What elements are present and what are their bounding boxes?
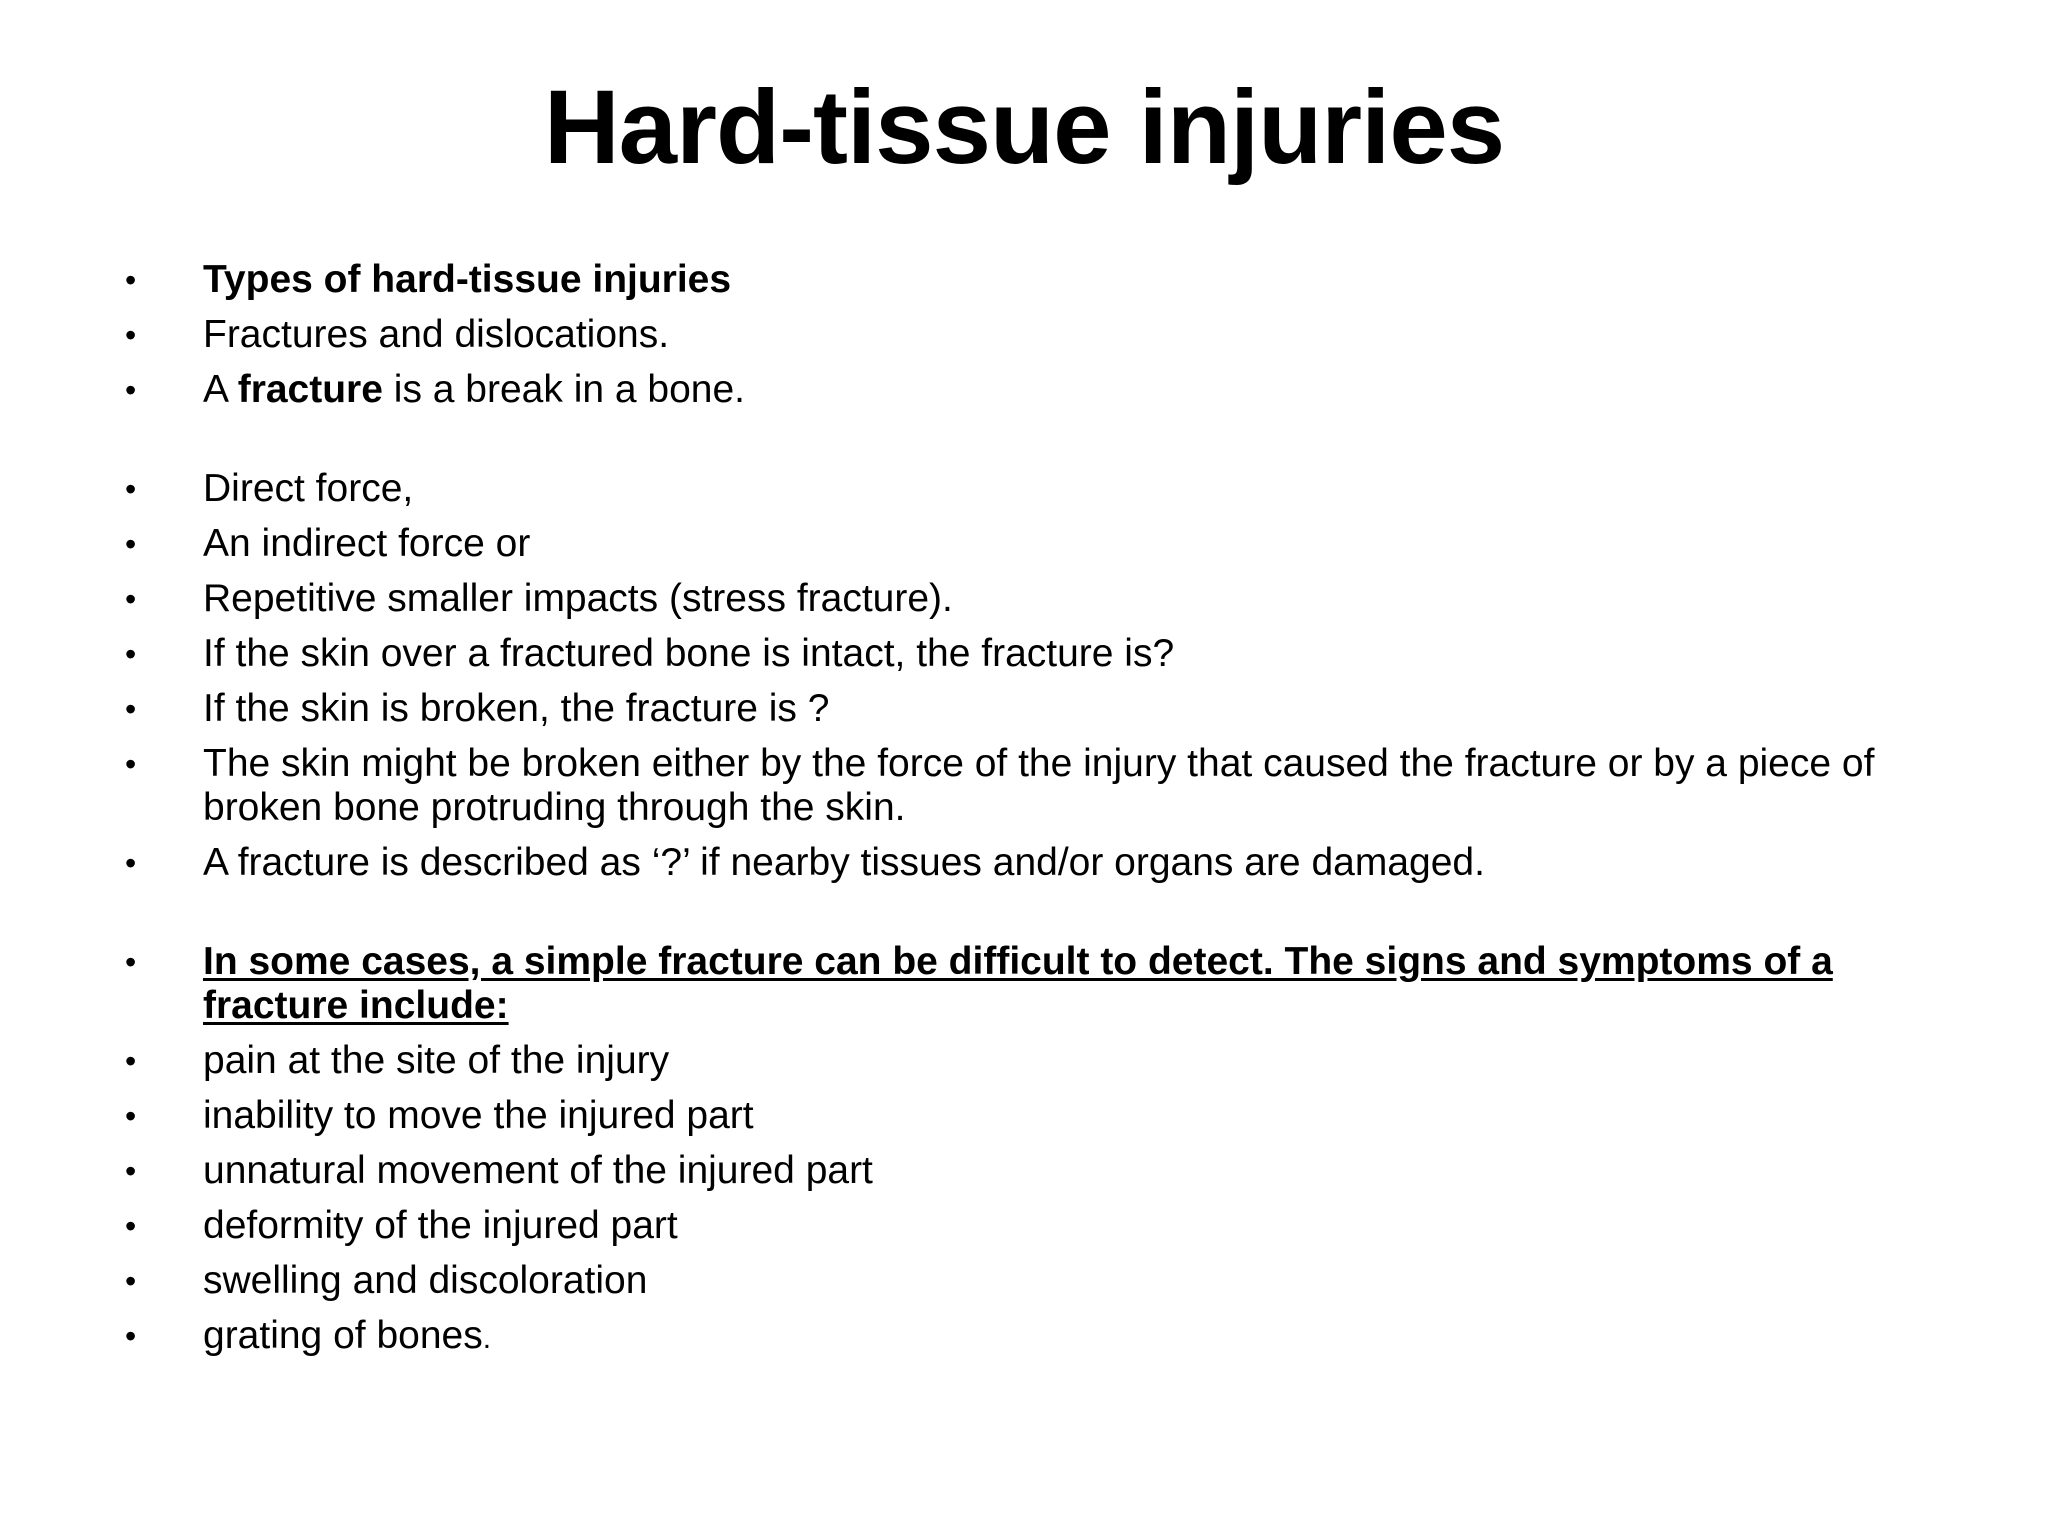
- bullet-dot-icon: •: [125, 471, 137, 507]
- bullet-item: [118, 742, 1918, 830]
- bullet-item-fracture-definition: [118, 368, 1918, 412]
- bullet-text: unnatural movement of the injured part: [203, 1149, 873, 1192]
- bullet-dot-icon: •: [125, 1043, 137, 1079]
- bullet-item: [118, 841, 1918, 885]
- bullet-text: In some cases, a simple fracture can be difficult to detect. The signs and symptoms of a fracture include:: [203, 940, 1833, 1027]
- bullet-item: [118, 467, 1918, 511]
- bullet-dot-icon: •: [125, 526, 137, 562]
- bullet-item: [118, 1149, 1918, 1193]
- bullet-item: [118, 313, 1918, 357]
- bullet-text: If the skin is broken, the fracture is ?: [203, 687, 830, 730]
- bullet-dot-icon: •: [125, 746, 137, 782]
- bullet-dot-icon: •: [125, 372, 137, 408]
- bullet-dot-icon: •: [125, 845, 137, 881]
- bullet-text: Repetitive smaller impacts (stress fracture).: [203, 577, 953, 620]
- bullet-text: An indirect force or: [203, 522, 531, 565]
- bullet-list: [118, 258, 1918, 1372]
- bullet-dot-icon: •: [125, 581, 137, 617]
- bullet-text-pre: A: [203, 368, 238, 411]
- bullet-item: [118, 632, 1918, 676]
- bullet-dot-icon: •: [125, 636, 137, 672]
- bullet-item: [118, 1039, 1918, 1083]
- bullet-text: Types of hard-tissue injuries: [203, 258, 732, 301]
- bullet-text: Direct force,: [203, 467, 414, 510]
- bullet-text: Fractures and dislocations.: [203, 313, 670, 356]
- bullet-text: inability to move the injured part: [203, 1094, 754, 1137]
- bullet-text: A fracture is described as ‘?’ if nearby tissues and/or organs are damaged.: [203, 841, 1485, 884]
- slide-title: Hard-tissue injuries: [543, 69, 1505, 186]
- bullet-dot-icon: •: [125, 1263, 137, 1299]
- bullet-item-types-heading: [118, 258, 1918, 302]
- bullet-item: [118, 1204, 1918, 1248]
- bullet-text: The skin might be broken either by the force of the injury that caused the fracture or by a piece of broken bone protruding through the skin.: [203, 742, 1875, 829]
- bullet-text: swelling and discoloration: [203, 1259, 648, 1302]
- bullet-item: [118, 687, 1918, 731]
- bullet-dot-icon: •: [125, 1098, 137, 1134]
- bullet-item: [118, 1314, 1918, 1361]
- bullet-dot-icon: •: [125, 317, 137, 353]
- bullet-dot-icon: •: [125, 262, 137, 298]
- bullet-item-signs-heading: [118, 940, 1918, 1028]
- bullet-dot-icon: •: [125, 1318, 137, 1354]
- bullet-item: [118, 522, 1918, 566]
- bullet-dot-icon: •: [125, 1208, 137, 1244]
- bullet-text: grating of bones: [203, 1314, 483, 1357]
- bullet-text: pain at the site of the injury: [203, 1039, 670, 1082]
- bullet-text-bold: fracture: [237, 368, 383, 411]
- bullet-dot-icon: •: [125, 1153, 137, 1189]
- bullet-item: [118, 577, 1918, 621]
- bullet-text: If the skin over a fractured bone is intact, the fracture is?: [203, 632, 1175, 675]
- bullet-text-tail: .: [482, 1322, 492, 1355]
- bullet-text-post: is a break in a bone.: [382, 368, 746, 411]
- bullet-item: [118, 1094, 1918, 1138]
- bullet-text: deformity of the injured part: [203, 1204, 678, 1247]
- bullet-dot-icon: •: [125, 944, 137, 980]
- bullet-dot-icon: •: [125, 691, 137, 727]
- bullet-item: [118, 1259, 1918, 1303]
